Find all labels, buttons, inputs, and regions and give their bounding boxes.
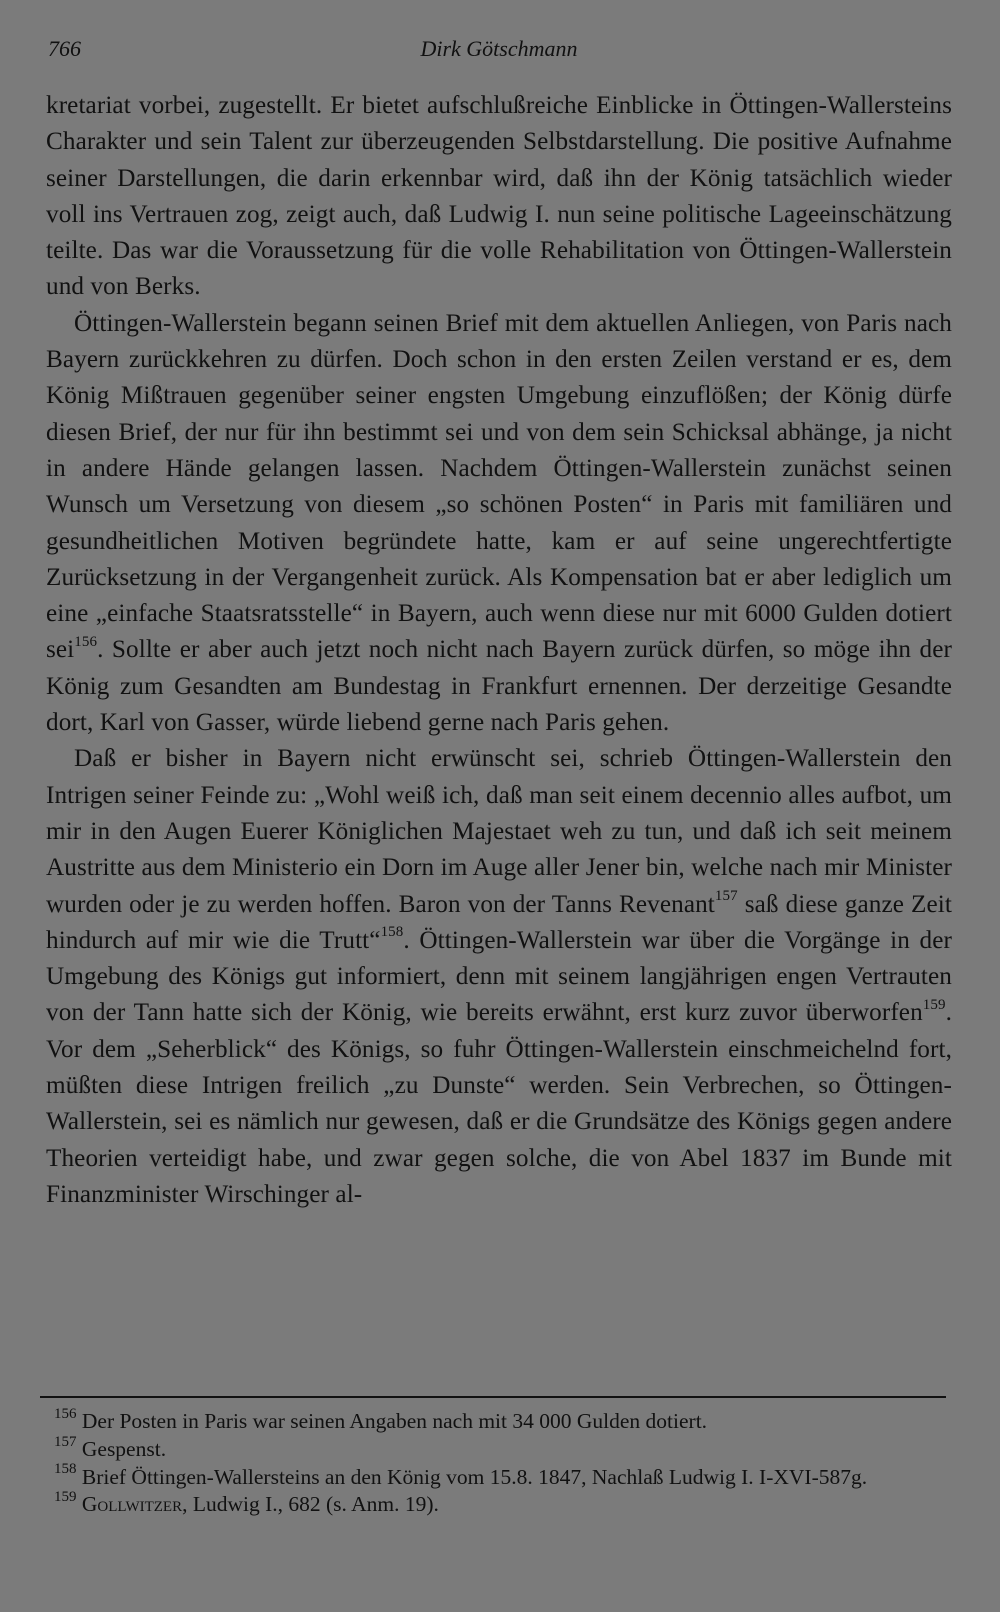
paragraph-1-text: kretariat vorbei, zugestellt. Er bietet aufschlußreiche Einblicke in Öttingen-Wallersteins Charakter und sein Talent zur überzeugenden Selbstdarstellung. Die positive Aufnahme seiner Darstellungen, die darin erkennbar wird, daß ihn der König tatsächlich wieder voll ins Vertrauen zog, zeigt auch, daß Ludwig I. nun seine politische Lageeinschätzung teilte. Das war die Voraussetzung für die volle Rehabilitation von Öttingen-Wallerstein und von Berks. [46,92,952,301]
paragraph-3-text-a: Daß er bisher in Bayern nicht erwünscht sei, schrieb Öttingen-Wallerstein den Intrigen seiner Feinde zu: „Wohl weiß ich, daß man seit einem decennio alles aufbot, um mir in den Augen Euerer Königlichen Majestaet weh zu tun, und daß ich seit meinem Austritte aus dem Ministerio ein Dorn im Auge aller Jener bin, welche nach mir Minister wurden oder je zu werden hoffen. Baron von der Tanns Revenant [46,745,952,918]
paragraph-2-text-b: . Sollte er aber auch jetzt noch nicht nach Bayern zurück dürfen, so möge ihn der König zum Gesandten am Bundestag in Frankfurt ernennen. Der derzeitige Gesandte dort, Karl von Gasser, würde liebend gerne nach Paris gehen. [46,636,952,737]
footnote-text: Brief Öttingen-Wallersteins an den König vom 15.8. 1847, Nachlaß Ludwig I. I-XVI-587g. [81,1464,868,1489]
footnote-text: , Ludwig I., 682 (s. Anm. 19). [182,1492,439,1517]
running-head [46,28,952,70]
paragraph-1 [46,88,952,306]
paragraph-3 [46,741,952,1213]
footnote-text: Gespenst. [81,1436,167,1461]
paragraph-3-text-c: . Öttingen-Wallerstein war über die Vorgänge in der Umgebung des Königs gut informiert, denn mit seinem langjährigen engen Vertrauten von der Tann hatte sich der König, wie bereits erwähnt, erst kurz zuvor überworfen [46,926,952,1027]
body-text [46,88,952,1213]
footnote-ref-159[interactable]: 159 [922,997,946,1014]
paragraph-2 [46,306,952,742]
footnote-158 [46,1461,952,1492]
book-page [46,28,952,1588]
paragraph-2-text-a: Öttingen-Wallerstein begann seinen Brief mit dem aktuellen Anliegen, von Paris nach Bayern zurückkehren zu dürfen. Doch schon in den ersten Zeilen verstand er es, dem König Mißtrauen gegenüber seiner engsten Umgebung einzuflößen; der König dürfe diesen Brief, der nur für ihn bestimmt sei und von dem sein Schicksal abhänge, ja nicht in andere Hände gelangen lassen. Nachdem Öttingen-Wallerstein zunächst seinen Wunsch um Versetzung von diesem „so schönen Posten“ in Paris mit familiären und gesundheitlichen Motiven begründete hatte, kam er auf seine ungerechtfertigte Zurücksetzung in der Vergangenheit zurück. Als Kompensation bat er aber lediglich um eine „einfache Staatsratsstelle“ in Bayern, auch wenn diese nur mit 6000 Gulden dotiert sei [46,309,952,664]
footnote-ref-157[interactable]: 157 [714,888,738,905]
footnote-divider [40,1396,946,1398]
footnote-number: 157 [54,1433,77,1450]
footnote-ref-158[interactable]: 158 [380,924,404,941]
footnote-number: 156 [54,1405,77,1422]
footnote-author: Gollwitzer [81,1492,183,1517]
page-number: 766 [48,36,81,61]
footnote-157 [46,1433,952,1464]
paragraph-3-text-d: . Vor dem „Seherblick“ des Königs, so fuhr Öttingen-Wallerstein einschmeichelnd fort, müßten diese Intrigen freilich „zu Dunste“ werden. Sein Verbrechen, so Öttingen-Wallerstein, sei es nämlich nur gewesen, daß er die Grundsätze des Königs gegen andere Theorien verteidigt habe, und zwar gegen solche, die von Abel 1837 im Bunde mit Finanzminister Wirschinger al- [46,999,952,1208]
footnote-156 [46,1405,952,1436]
footnote-159 [46,1491,952,1519]
footnotes [46,1405,952,1519]
footnote-ref-156[interactable]: 156 [74,634,98,651]
paragraph-3-text-b: saß diese ganze Zeit hindurch auf mir wie die Trutt“ [46,890,952,954]
footnote-text: Der Posten in Paris war seinen Angaben nach mit 34 000 Gulden dotiert. [81,1409,708,1433]
footnote-number: 158 [54,1461,77,1478]
running-title: Dirk Götschmann [420,36,578,61]
footnote-number: 159 [54,1489,77,1506]
